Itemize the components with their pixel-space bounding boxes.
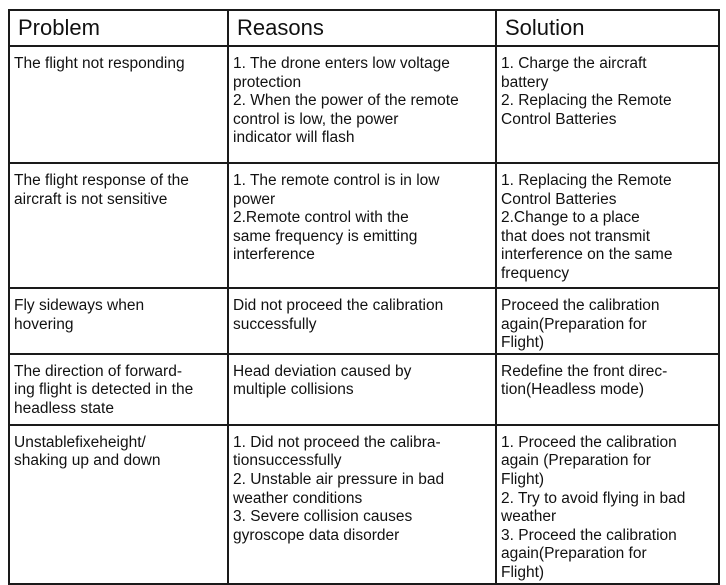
solution-text: Proceed the calibration xyxy=(501,297,660,314)
solution-text: frequency xyxy=(501,264,570,282)
reason-text: 1. The drone enters low voltage xyxy=(233,55,450,72)
header-reasons: Reasons xyxy=(228,10,496,46)
solution-text: 1. Proceed the calibration xyxy=(501,433,677,451)
table-row xyxy=(9,425,719,584)
problem-cell xyxy=(9,46,228,163)
troubleshooting-table xyxy=(8,9,720,585)
problem-text: ing flight is detected in the xyxy=(14,381,194,399)
solution-cell xyxy=(496,288,719,354)
reason-text: 2. When the power of the remote xyxy=(233,92,459,110)
problem-cell xyxy=(9,354,228,425)
solution-text: Flight) xyxy=(501,563,545,581)
problem-text: hovering xyxy=(14,315,74,333)
reason-text: weather conditions xyxy=(233,489,363,507)
solution-text: 1. Replacing the Remote xyxy=(501,172,672,189)
solution-text: Control Batteries xyxy=(501,110,617,128)
solution-text: 2. Try to avoid flying in bad xyxy=(501,489,686,507)
reason-text: 2.Remote control with the xyxy=(233,209,409,227)
solution-text: tion(Headless mode) xyxy=(501,381,645,399)
reasons-cell xyxy=(228,425,496,584)
reasons-cell xyxy=(228,288,496,354)
problem-cell xyxy=(9,163,228,288)
reason-text: 2. Unstable air pressure in bad xyxy=(233,470,445,488)
reason-text: tionsuccessfully xyxy=(233,452,342,470)
table-row xyxy=(9,288,719,354)
table-row xyxy=(9,354,719,425)
problem-text: shaking up and down xyxy=(14,452,161,470)
solution-cell xyxy=(496,425,719,584)
solution-text: 2.Change to a place xyxy=(501,209,640,227)
solution-text: 1. Charge the aircraft xyxy=(501,55,647,72)
reason-text: interference xyxy=(233,246,315,264)
solution-cell xyxy=(496,46,719,163)
reason-text: protection xyxy=(233,73,302,91)
solution-text: again(Preparation for xyxy=(501,545,647,563)
problem-cell xyxy=(9,425,228,584)
solution-cell xyxy=(496,354,719,425)
header-problem: Problem xyxy=(9,10,228,46)
reason-text: 3. Severe collision causes xyxy=(233,508,413,526)
solution-cell xyxy=(496,163,719,288)
reason-text: same frequency is emitting xyxy=(233,227,418,245)
reasons-cell xyxy=(228,354,496,425)
reason-text: power xyxy=(233,190,276,208)
problem-cell xyxy=(9,288,228,354)
solution-text: interference on the same xyxy=(501,246,673,264)
solution-text: again(Preparation for xyxy=(501,315,647,333)
problem-text: The direction of forward- xyxy=(14,362,182,380)
solution-text: Flight) xyxy=(501,470,545,488)
reason-text: indicator will flash xyxy=(233,129,355,147)
problem-text: The flight response of the xyxy=(14,172,189,189)
solution-text: weather xyxy=(501,508,557,526)
solution-text: 2. Replacing the Remote xyxy=(501,92,672,110)
table-row xyxy=(9,163,719,288)
reason-text: successfully xyxy=(233,315,317,333)
reason-text: control is low, the power xyxy=(233,110,399,128)
problem-text: headless state xyxy=(14,399,114,417)
problem-text: Unstablefixeheight/ xyxy=(14,433,146,451)
reason-text: 1. The remote control is in low xyxy=(233,172,440,189)
reasons-cell xyxy=(228,46,496,163)
reason-text: multiple collisions xyxy=(233,381,354,399)
reason-text: Did not proceed the calibration xyxy=(233,297,444,314)
reason-text: 1. Did not proceed the calibra- xyxy=(233,433,441,451)
solution-text: Control Batteries xyxy=(501,190,617,208)
problem-text: aircraft is not sensitive xyxy=(14,190,168,208)
reasons-cell xyxy=(228,163,496,288)
header-solution: Solution xyxy=(496,10,719,46)
reason-text: gyroscope data disorder xyxy=(233,526,400,544)
solution-text: 3. Proceed the calibration xyxy=(501,526,677,544)
solution-text: Redefine the front direc- xyxy=(501,362,668,380)
solution-text: Flight) xyxy=(501,334,545,352)
solution-text: battery xyxy=(501,73,549,91)
table-row xyxy=(9,46,719,163)
problem-text: Fly sideways when xyxy=(14,297,145,314)
reason-text: Head deviation caused by xyxy=(233,362,412,380)
table-header-row xyxy=(9,10,719,46)
solution-text: again (Preparation for xyxy=(501,452,651,470)
problem-text: The flight not responding xyxy=(14,55,185,72)
solution-text: that does not transmit xyxy=(501,227,651,245)
